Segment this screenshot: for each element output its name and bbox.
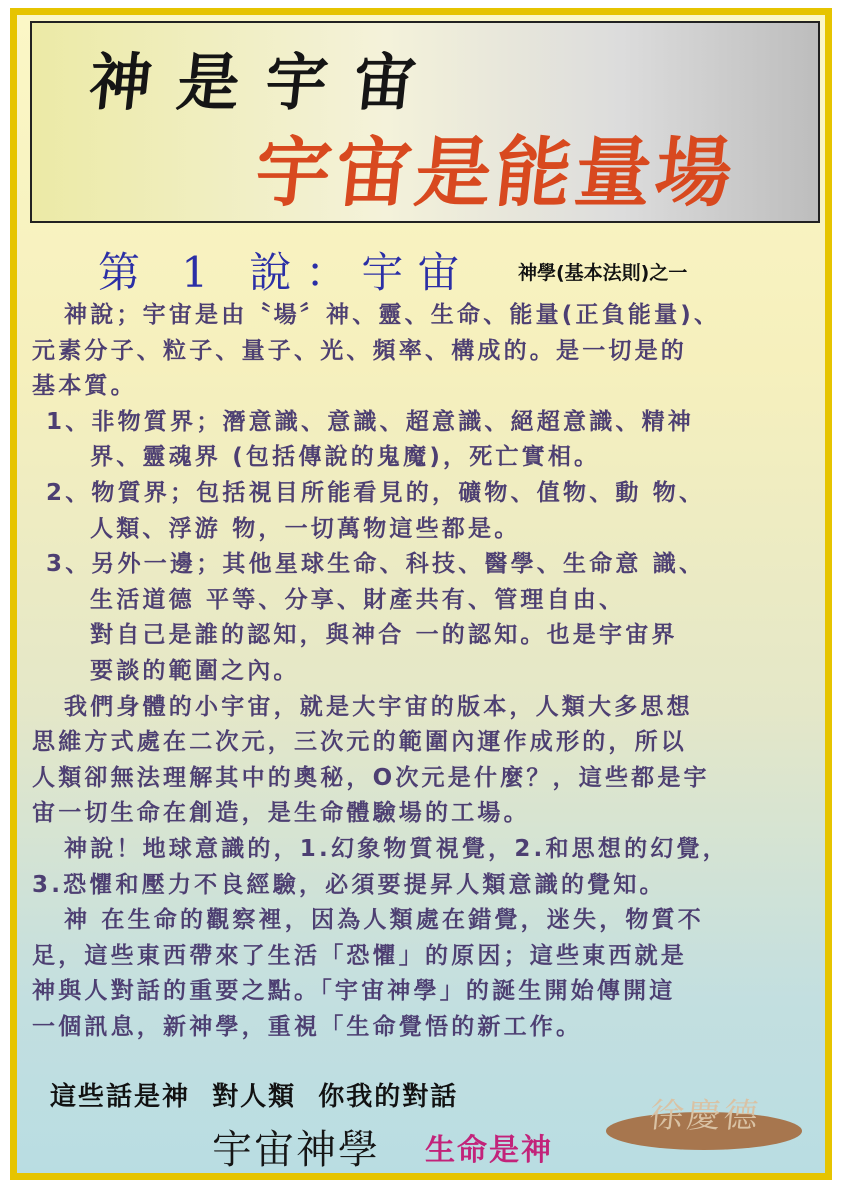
author-signature: 徐慶德: [647, 1096, 763, 1136]
article-body: [32, 298, 822, 1045]
footer-tagline: 生命是神: [425, 1133, 553, 1168]
body-line: 界、靈魂界 (包括傳說的鬼魔)，死亡實相。: [90, 444, 601, 471]
body-line: 神說！地球意識的，1.幻象物質視覺，2.和思想的幻覺，: [64, 835, 729, 862]
footer-brand: 宇宙神學: [212, 1127, 380, 1173]
body-line: 人類、浮游 物，一切萬物這些都是。: [90, 515, 521, 542]
title-line-1: 神是宇宙: [85, 46, 446, 119]
body-line: 生活道德 平等、分享、財產共有、管理自由、: [90, 586, 626, 613]
body-line: 足，這些東西帶來了生活「恐懼」的原因；這些東西就是: [32, 942, 687, 969]
body-line: 神 在生命的觀察裡，因為人類處在錯覺，迷失，物質不: [64, 907, 705, 934]
body-line: 神說；宇宙是由〝場〞神、靈、生命、能量(正負能量)、: [64, 302, 721, 328]
body-line: 一個訊息，新神學，重視「生命覺悟的新工作。: [32, 1013, 583, 1040]
series-label: 神學(基本法則)之一: [518, 262, 688, 284]
body-line: 思維方式處在二次元，三次元的範圍內運作成形的，所以: [32, 729, 687, 756]
body-line: 神與人對話的重要之點。「宇宙神學」的誕生開始傳開這: [32, 978, 676, 1005]
footer-statement: 這些話是神 對人類 你我的對話: [50, 1082, 459, 1112]
body-line: 3.恐懼和壓力不良經驗，必須要提昇人類意識的覺知。: [32, 871, 666, 898]
title-line-2: 宇宙是能量場: [250, 128, 741, 217]
list-item-2: 2、物質界；包括視目所能看見的，礦物、值物、動 物、: [46, 479, 706, 506]
body-line: 對自己是誰的認知，與神合 一的認知。也是宇宙界: [90, 622, 678, 649]
body-line: 基本質。: [32, 373, 137, 400]
chapter-heading: 第 1 說：宇宙: [98, 248, 474, 297]
body-line: 我們身體的小宇宙，就是大宇宙的版本，人類大多思想: [64, 693, 693, 720]
body-line: 宙一切生命在創造，是生命體驗場的工場。: [32, 800, 530, 827]
body-line: 元素分子、粒子、量子、光、頻率、構成的。是一切是的: [32, 337, 687, 364]
body-line: 要談的範圍之內。: [90, 657, 300, 684]
body-line: 人類卻無法理解其中的奧秘，O次元是什麼？，這些都是宇: [32, 764, 710, 791]
list-item-1: 1、非物質界；潛意識、意識、超意識、絕超意識、精神: [46, 408, 695, 435]
list-item-3: 3、另外一邊；其他星球生命、科技、醫學、生命意 識、: [46, 551, 706, 578]
